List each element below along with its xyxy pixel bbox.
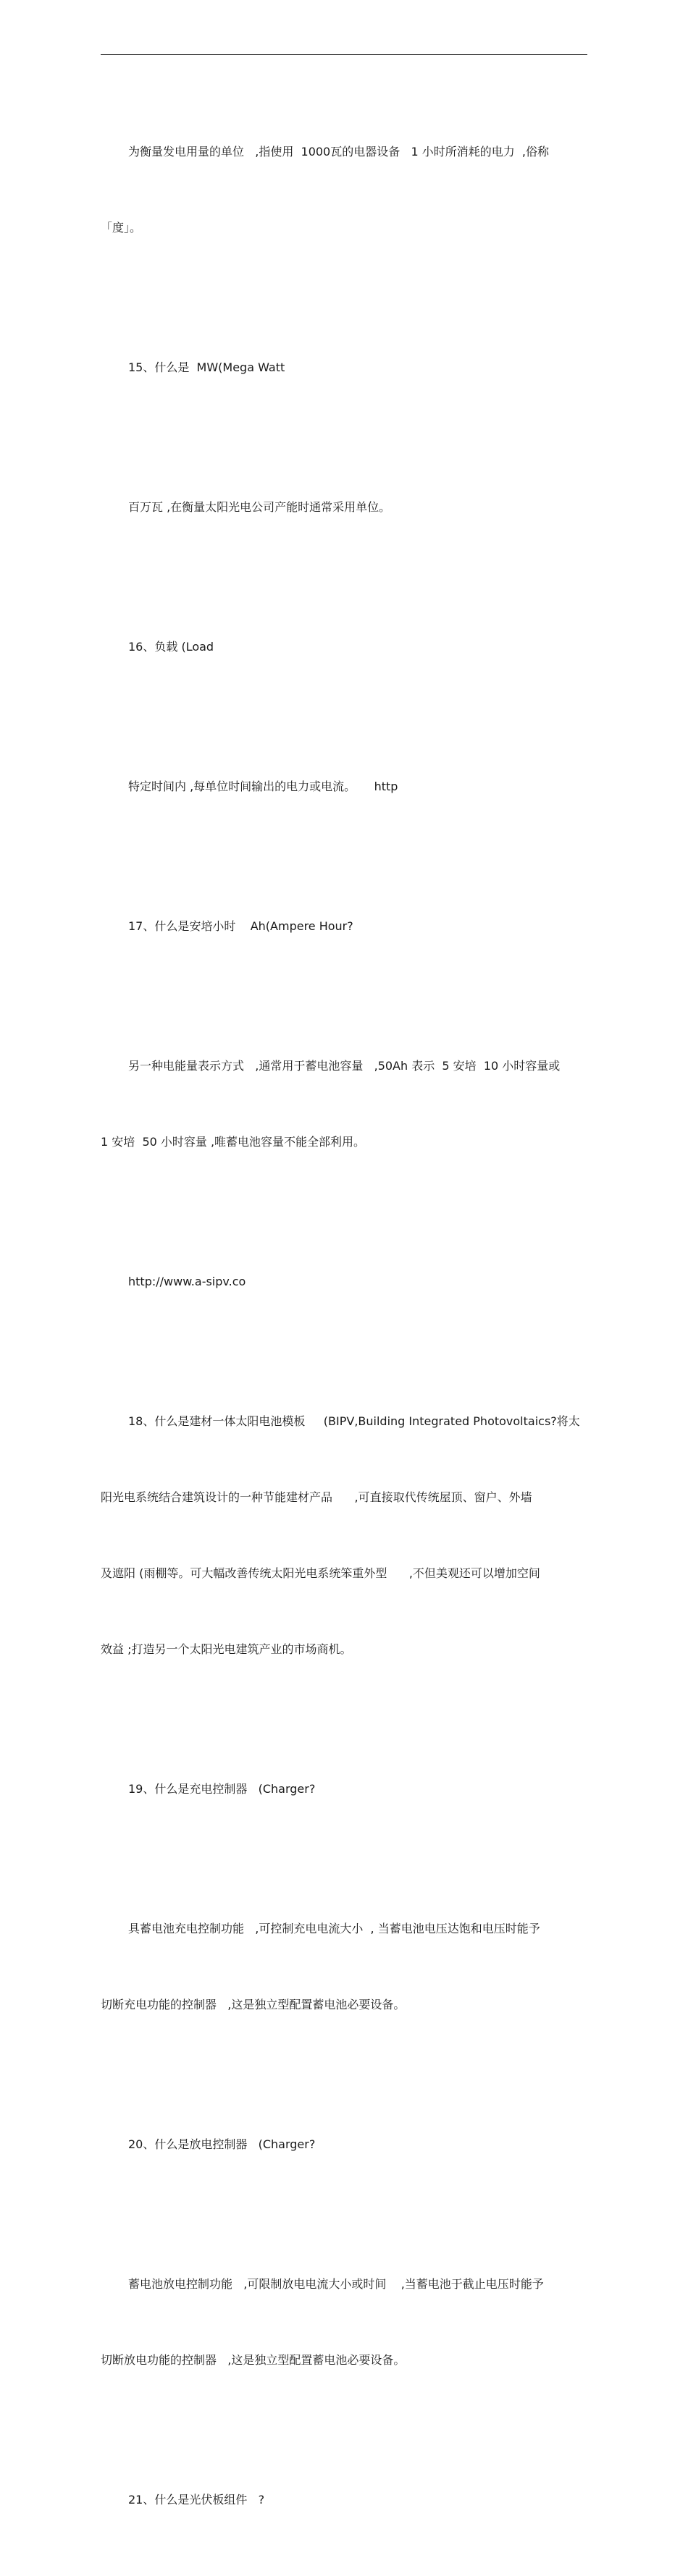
heading-q20 bbox=[101, 2081, 587, 2208]
paragraph-ah-definition bbox=[101, 1002, 587, 1205]
heading-q19 bbox=[101, 1726, 587, 1852]
text-line: 切断充电功能的控制器 ,这是独立型配置蓄电池必要设备。 bbox=[101, 1998, 406, 2011]
text-line: 1 安培 50 小时容量 ,唯蓄电池容量不能全部利用。 bbox=[101, 1135, 366, 1149]
text-line: 效益 ;打造另一个太阳光电建筑产业的市场商机。 bbox=[101, 1642, 352, 1656]
text-line: 15、什么是 MW(Mega Watt bbox=[128, 360, 285, 374]
text-line: 19、什么是充电控制器 (Charger? bbox=[128, 1782, 316, 1796]
text-line: 切断放电功能的控制器 ,这是独立型配置蓄电池必要设备。 bbox=[101, 2353, 406, 2367]
document-body bbox=[101, 88, 587, 2576]
heading-q21 bbox=[101, 2436, 587, 2563]
text-line: 20、什么是放电控制器 (Charger? bbox=[128, 2137, 316, 2151]
text-line: 18、什么是建材一体太阳电池模板 (BIPV,Building Integrated Photovoltaics?将太 bbox=[128, 1414, 580, 1428]
text-line: 16、负载 (Load bbox=[128, 640, 214, 654]
paragraph-charge-controller bbox=[101, 1865, 587, 2068]
text-line: 17、什么是安培小时 Ah(Ampere Hour? bbox=[128, 919, 353, 933]
text-line: 另一种电能量表示方式 ,通常用于蓄电池容量 ,50Ah 表示 5 安培 10 小时容量或 bbox=[128, 1059, 561, 1073]
heading-q16 bbox=[101, 583, 587, 710]
text-line: 具蓄电池充电控制功能 ,可控制充电电流大小 , 当蓄电池电压达饱和电压时能予 bbox=[128, 1922, 540, 1935]
text-line: 特定时间内 ,每单位时间输出的电力或电流。 http bbox=[128, 780, 398, 793]
text-line: 百万瓦 ,在衡量太阳光电公司产能时通常采用单位。 bbox=[128, 500, 391, 514]
header-rule bbox=[101, 54, 587, 55]
paragraph-q18-bipv bbox=[101, 1358, 587, 1713]
text-line: 「度」。 bbox=[101, 221, 142, 235]
text-line: 阳光电系统结合建筑设计的一种节能建材产品 ,可直接取代传统屋顶、窗户、外墙 bbox=[101, 1490, 532, 1504]
url-text bbox=[101, 1218, 587, 1345]
heading-q15 bbox=[101, 304, 587, 431]
paragraph-kwh-definition bbox=[101, 88, 587, 291]
text-line: 及遮阳 (雨棚等。可大幅改善传统太阳光电系统笨重外型 ,不但美观还可以增加空间 bbox=[101, 1566, 540, 1580]
text-line: http://www.a-sipv.co bbox=[128, 1275, 246, 1288]
paragraph-load-definition bbox=[101, 723, 587, 850]
text-line: 21、什么是光伏板组件 ? bbox=[128, 2493, 265, 2507]
paragraph-discharge-controller bbox=[101, 2221, 587, 2423]
heading-q17 bbox=[101, 863, 587, 989]
paragraph-mw-definition bbox=[101, 444, 587, 570]
text-line: 为衡量发电用量的单位 ,指使用 1000瓦的电器设备 1 小时所消耗的电力 ,俗称 bbox=[128, 145, 550, 159]
text-line: 蓄电池放电控制功能 ,可限制放电电流大小或时间 ,当蓄电池于截止电压时能予 bbox=[128, 2277, 544, 2291]
